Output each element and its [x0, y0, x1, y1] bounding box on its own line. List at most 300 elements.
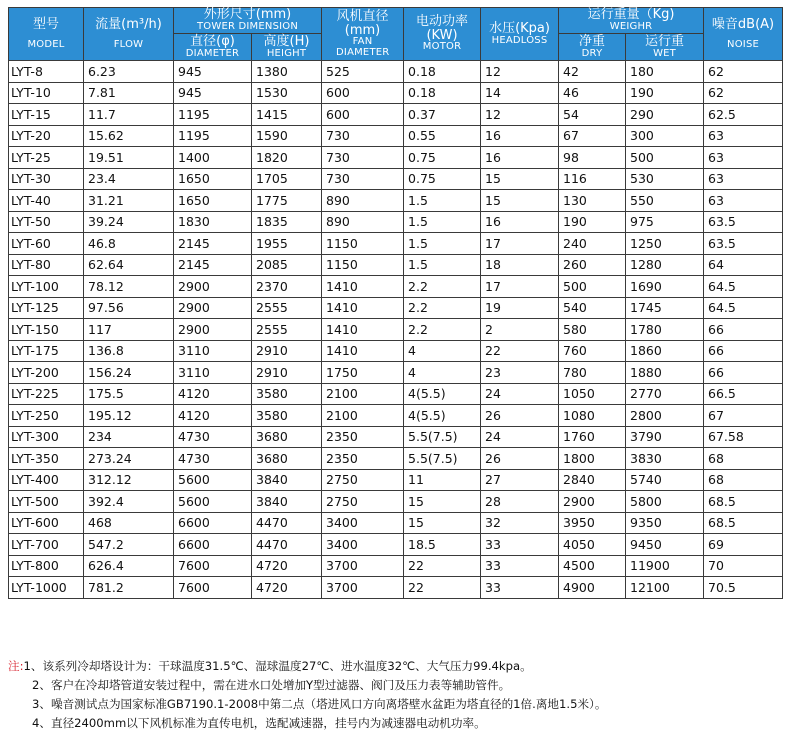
cell-wet-weight: 2770 — [626, 383, 704, 405]
table-row — [9, 362, 783, 384]
cell-dry-weight: 3950 — [559, 512, 626, 534]
cell-height: 3680 — [252, 426, 322, 448]
cell-noise: 68.5 — [704, 491, 783, 513]
cell-diameter: 5600 — [174, 491, 252, 513]
cell-noise: 66 — [704, 340, 783, 362]
cell-model: LYT-175 — [9, 340, 84, 362]
cell-model: LYT-30 — [9, 168, 84, 190]
cell-flow: 136.8 — [84, 340, 174, 362]
cell-dry-weight: 500 — [559, 276, 626, 298]
cell-height: 2910 — [252, 340, 322, 362]
cell-flow: 62.64 — [84, 254, 174, 276]
cell-flow: 15.62 — [84, 125, 174, 147]
cell-fan-diameter: 2350 — [322, 426, 404, 448]
cell-headloss: 33 — [481, 555, 559, 577]
cell-noise: 64.5 — [704, 297, 783, 319]
cell-fan-diameter: 2100 — [322, 405, 404, 427]
cell-dry-weight: 1760 — [559, 426, 626, 448]
cell-headloss: 15 — [481, 168, 559, 190]
cell-motor: 1.5 — [404, 254, 481, 276]
cell-flow: 156.24 — [84, 362, 174, 384]
cell-wet-weight: 9350 — [626, 512, 704, 534]
cell-wet-weight: 3830 — [626, 448, 704, 470]
cell-wet-weight: 11900 — [626, 555, 704, 577]
header-diameter-cn: 直径(φ) — [190, 33, 235, 49]
cell-height: 1835 — [252, 211, 322, 233]
cell-flow: 39.24 — [84, 211, 174, 233]
cell-headloss: 24 — [481, 383, 559, 405]
header-height-en: HEIGHT — [266, 47, 307, 59]
header-wet-en: WET — [653, 47, 676, 59]
cell-noise: 63 — [704, 168, 783, 190]
cell-height: 3580 — [252, 383, 322, 405]
table-row — [9, 469, 783, 491]
cell-noise: 63.5 — [704, 211, 783, 233]
cell-fan-diameter: 2350 — [322, 448, 404, 470]
cell-dry-weight: 760 — [559, 340, 626, 362]
cell-fan-diameter: 1150 — [322, 254, 404, 276]
cell-model: LYT-800 — [9, 555, 84, 577]
cell-height: 1820 — [252, 147, 322, 169]
header-dry-en: DRY — [581, 47, 603, 59]
cell-flow: 547.2 — [84, 534, 174, 556]
cell-flow: 6.23 — [84, 61, 174, 83]
cell-model: LYT-25 — [9, 147, 84, 169]
table-body — [9, 61, 783, 599]
cell-headloss: 19 — [481, 297, 559, 319]
cell-headloss: 16 — [481, 147, 559, 169]
cell-wet-weight: 975 — [626, 211, 704, 233]
cell-fan-diameter: 730 — [322, 125, 404, 147]
table-row — [9, 254, 783, 276]
cell-noise: 64 — [704, 254, 783, 276]
cell-noise: 70 — [704, 555, 783, 577]
cell-motor: 5.5(7.5) — [404, 448, 481, 470]
cell-model: LYT-350 — [9, 448, 84, 470]
cell-diameter: 945 — [174, 82, 252, 104]
cell-headloss: 16 — [481, 211, 559, 233]
header-dimension-en: TOWER DIMENSION — [196, 21, 299, 33]
cell-headloss: 14 — [481, 82, 559, 104]
cell-noise: 62 — [704, 82, 783, 104]
table-row — [9, 534, 783, 556]
cell-dry-weight: 1080 — [559, 405, 626, 427]
cell-dry-weight: 2900 — [559, 491, 626, 513]
cell-fan-diameter: 600 — [322, 104, 404, 126]
cell-model: LYT-500 — [9, 491, 84, 513]
table-row — [9, 147, 783, 169]
cell-flow: 46.8 — [84, 233, 174, 255]
header-noise-cn: 噪音dB(A) — [711, 16, 775, 32]
cell-diameter: 1195 — [174, 104, 252, 126]
cell-model: LYT-15 — [9, 104, 84, 126]
cell-wet-weight: 9450 — [626, 534, 704, 556]
cell-model: LYT-125 — [9, 297, 84, 319]
cell-model: LYT-1000 — [9, 577, 84, 599]
cell-noise: 70.5 — [704, 577, 783, 599]
cell-model: LYT-200 — [9, 362, 84, 384]
cell-noise: 64.5 — [704, 276, 783, 298]
cell-headloss: 16 — [481, 125, 559, 147]
header-dry — [559, 34, 626, 61]
cell-motor: 1.5 — [404, 190, 481, 212]
cell-dry-weight: 2840 — [559, 469, 626, 491]
cell-noise: 63.5 — [704, 233, 783, 255]
cell-flow: 7.81 — [84, 82, 174, 104]
header-fan — [322, 8, 404, 61]
cell-diameter: 4730 — [174, 448, 252, 470]
cell-diameter: 2145 — [174, 233, 252, 255]
cell-flow: 312.12 — [84, 469, 174, 491]
cell-fan-diameter: 1410 — [322, 276, 404, 298]
cell-fan-diameter: 1750 — [322, 362, 404, 384]
header-height — [252, 34, 322, 61]
cell-wet-weight: 2800 — [626, 405, 704, 427]
cell-flow: 175.5 — [84, 383, 174, 405]
table-row — [9, 61, 783, 83]
cell-headloss: 18 — [481, 254, 559, 276]
header-headloss-cn: 水压(Kpa) — [489, 20, 550, 36]
note-line-2: 2、客户在冷却塔管道安装过程中，需在进水口处增加Y型过滤器、阀门及压力表等辅助管件。 — [32, 678, 511, 692]
header-flow — [84, 8, 174, 61]
cell-noise: 63 — [704, 147, 783, 169]
cell-wet-weight: 1280 — [626, 254, 704, 276]
cell-diameter: 4730 — [174, 426, 252, 448]
note-text-1: 1、该系列冷却塔设计为：干球温度31.5℃、湿球温度27℃、进水温度32℃、大气压力99.4kpa。 — [23, 659, 532, 673]
cell-wet-weight: 1880 — [626, 362, 704, 384]
header-model — [9, 8, 84, 61]
header-wet-cn: 运行重 — [645, 33, 685, 49]
cell-headloss: 26 — [481, 405, 559, 427]
cell-wet-weight: 180 — [626, 61, 704, 83]
cell-model: LYT-10 — [9, 82, 84, 104]
cell-headloss: 33 — [481, 534, 559, 556]
header-motor-en: MOTOR — [422, 41, 462, 53]
cell-diameter: 6600 — [174, 534, 252, 556]
cell-fan-diameter: 890 — [322, 211, 404, 233]
cell-flow: 117 — [84, 319, 174, 341]
cell-height: 1775 — [252, 190, 322, 212]
cell-diameter: 3110 — [174, 340, 252, 362]
cell-dry-weight: 4900 — [559, 577, 626, 599]
cell-dry-weight: 116 — [559, 168, 626, 190]
cell-fan-diameter: 3400 — [322, 512, 404, 534]
cell-motor: 22 — [404, 577, 481, 599]
cell-dry-weight: 98 — [559, 147, 626, 169]
cell-motor: 2.2 — [404, 319, 481, 341]
cell-motor: 4(5.5) — [404, 383, 481, 405]
note-line-4: 4、直径2400mm以下风机标准为直传电机，选配减速器，挂号内为减速器电动机功率。 — [32, 716, 486, 730]
table-row — [9, 577, 783, 599]
cell-headloss: 2 — [481, 319, 559, 341]
cell-model: LYT-150 — [9, 319, 84, 341]
cell-motor: 1.5 — [404, 233, 481, 255]
table-row — [9, 168, 783, 190]
cell-model: LYT-50 — [9, 211, 84, 233]
cell-wet-weight: 1690 — [626, 276, 704, 298]
cell-fan-diameter: 2750 — [322, 491, 404, 513]
cell-wet-weight: 1250 — [626, 233, 704, 255]
header-weight — [559, 8, 704, 34]
cell-height: 1955 — [252, 233, 322, 255]
cell-wet-weight: 290 — [626, 104, 704, 126]
cell-model: LYT-8 — [9, 61, 84, 83]
cell-noise: 66 — [704, 362, 783, 384]
header-motor — [404, 8, 481, 61]
note-line-3: 3、噪音测试点为国家标准GB7190.1-2008中第二点（塔进风口方向离塔壁水盆距为塔直径的1倍.离地1.5米）。 — [32, 697, 607, 711]
cell-dry-weight: 540 — [559, 297, 626, 319]
cell-motor: 0.55 — [404, 125, 481, 147]
cooling-tower-spec-table — [8, 7, 783, 599]
cell-motor: 4 — [404, 340, 481, 362]
cell-motor: 4 — [404, 362, 481, 384]
table-row — [9, 555, 783, 577]
cell-dry-weight: 260 — [559, 254, 626, 276]
cell-noise: 68.5 — [704, 512, 783, 534]
cell-motor: 11 — [404, 469, 481, 491]
table-header — [9, 8, 783, 61]
cell-model: LYT-40 — [9, 190, 84, 212]
cell-flow: 19.51 — [84, 147, 174, 169]
cell-height: 2555 — [252, 297, 322, 319]
header-fan-cn: 风机直径(mm) — [336, 8, 389, 38]
cell-fan-diameter: 1410 — [322, 340, 404, 362]
cell-motor: 2.2 — [404, 297, 481, 319]
cell-motor: 0.18 — [404, 82, 481, 104]
cell-dry-weight: 42 — [559, 61, 626, 83]
cell-wet-weight: 12100 — [626, 577, 704, 599]
cell-fan-diameter: 3700 — [322, 577, 404, 599]
cell-model: LYT-250 — [9, 405, 84, 427]
cell-flow: 273.24 — [84, 448, 174, 470]
cell-diameter: 2900 — [174, 297, 252, 319]
table-row — [9, 340, 783, 362]
cell-dry-weight: 67 — [559, 125, 626, 147]
header-dimension — [174, 8, 322, 34]
cell-headloss: 28 — [481, 491, 559, 513]
cell-diameter: 2900 — [174, 276, 252, 298]
cell-motor: 22 — [404, 555, 481, 577]
cell-headloss: 17 — [481, 233, 559, 255]
cell-headloss: 26 — [481, 448, 559, 470]
cell-diameter: 1650 — [174, 190, 252, 212]
header-fan-en: FAN DIAMETER — [336, 36, 390, 58]
header-headloss — [481, 8, 559, 61]
header-motor-cn: 电动功率(KW) — [416, 14, 469, 43]
cell-wet-weight: 5740 — [626, 469, 704, 491]
cell-diameter: 6600 — [174, 512, 252, 534]
table-row — [9, 405, 783, 427]
table-row — [9, 319, 783, 341]
cell-fan-diameter: 3700 — [322, 555, 404, 577]
cell-noise: 68 — [704, 469, 783, 491]
cell-height: 3840 — [252, 491, 322, 513]
header-diameter-en: DIAMETER — [185, 47, 240, 59]
notes-section — [8, 657, 782, 733]
table-row — [9, 448, 783, 470]
cell-headloss: 15 — [481, 190, 559, 212]
cell-flow: 468 — [84, 512, 174, 534]
table-row — [9, 512, 783, 534]
cell-wet-weight: 1860 — [626, 340, 704, 362]
cell-diameter: 945 — [174, 61, 252, 83]
cell-diameter: 5600 — [174, 469, 252, 491]
header-noise-en: NOISE — [727, 38, 760, 50]
cell-headloss: 24 — [481, 426, 559, 448]
cell-headloss: 12 — [481, 104, 559, 126]
table-row — [9, 104, 783, 126]
cell-model: LYT-700 — [9, 534, 84, 556]
cell-motor: 0.75 — [404, 168, 481, 190]
cell-headloss: 32 — [481, 512, 559, 534]
cell-height: 4720 — [252, 577, 322, 599]
cell-dry-weight: 780 — [559, 362, 626, 384]
cell-diameter: 2145 — [174, 254, 252, 276]
cell-model: LYT-300 — [9, 426, 84, 448]
cell-diameter: 1195 — [174, 125, 252, 147]
table-row — [9, 125, 783, 147]
cell-wet-weight: 190 — [626, 82, 704, 104]
cell-noise: 62.5 — [704, 104, 783, 126]
cell-motor: 15 — [404, 512, 481, 534]
cell-flow: 234 — [84, 426, 174, 448]
cell-model: LYT-600 — [9, 512, 84, 534]
cell-fan-diameter: 890 — [322, 190, 404, 212]
cell-fan-diameter: 730 — [322, 147, 404, 169]
cell-headloss: 22 — [481, 340, 559, 362]
cell-model: LYT-400 — [9, 469, 84, 491]
cell-motor: 0.18 — [404, 61, 481, 83]
cell-motor: 1.5 — [404, 211, 481, 233]
cell-height: 1380 — [252, 61, 322, 83]
cell-flow: 23.4 — [84, 168, 174, 190]
cell-motor: 0.37 — [404, 104, 481, 126]
cell-noise: 62 — [704, 61, 783, 83]
cell-wet-weight: 550 — [626, 190, 704, 212]
table-row — [9, 233, 783, 255]
cell-fan-diameter: 1410 — [322, 319, 404, 341]
cell-wet-weight: 5800 — [626, 491, 704, 513]
cell-flow: 78.12 — [84, 276, 174, 298]
cell-flow: 195.12 — [84, 405, 174, 427]
cell-height: 2910 — [252, 362, 322, 384]
note-line-1 — [8, 657, 782, 676]
cell-height: 4470 — [252, 534, 322, 556]
cell-diameter: 2900 — [174, 319, 252, 341]
cell-motor: 18.5 — [404, 534, 481, 556]
cell-fan-diameter: 525 — [322, 61, 404, 83]
cell-height: 1415 — [252, 104, 322, 126]
cell-dry-weight: 4500 — [559, 555, 626, 577]
cell-headloss: 23 — [481, 362, 559, 384]
cell-fan-diameter: 2750 — [322, 469, 404, 491]
cell-fan-diameter: 2100 — [322, 383, 404, 405]
cell-motor: 2.2 — [404, 276, 481, 298]
header-flow-cn: 流量(m³/h) — [95, 16, 162, 32]
cell-wet-weight: 530 — [626, 168, 704, 190]
cell-flow: 781.2 — [84, 577, 174, 599]
cell-dry-weight: 1050 — [559, 383, 626, 405]
header-headloss-en: HEADLOSS — [491, 34, 548, 46]
cell-dry-weight: 130 — [559, 190, 626, 212]
cell-model: LYT-225 — [9, 383, 84, 405]
table-row — [9, 82, 783, 104]
cell-wet-weight: 1780 — [626, 319, 704, 341]
header-model-cn: 型号 — [32, 16, 59, 32]
cell-height: 4470 — [252, 512, 322, 534]
table-row — [9, 276, 783, 298]
cell-noise: 68 — [704, 448, 783, 470]
cell-dry-weight: 54 — [559, 104, 626, 126]
header-height-cn: 高度(H) — [263, 33, 310, 49]
cell-fan-diameter: 1150 — [322, 233, 404, 255]
cell-diameter: 4120 — [174, 383, 252, 405]
cell-height: 3680 — [252, 448, 322, 470]
cell-diameter: 3110 — [174, 362, 252, 384]
cell-headloss: 33 — [481, 577, 559, 599]
cell-flow: 11.7 — [84, 104, 174, 126]
header-weight-cn: 运行重量（Kg) — [587, 7, 675, 23]
table-row — [9, 297, 783, 319]
cell-flow: 31.21 — [84, 190, 174, 212]
cell-diameter: 4120 — [174, 405, 252, 427]
table-row — [9, 383, 783, 405]
cell-noise: 63 — [704, 190, 783, 212]
cell-height: 1705 — [252, 168, 322, 190]
cell-motor: 15 — [404, 491, 481, 513]
cell-flow: 392.4 — [84, 491, 174, 513]
cell-model: LYT-60 — [9, 233, 84, 255]
cell-height: 3840 — [252, 469, 322, 491]
cell-wet-weight: 300 — [626, 125, 704, 147]
cell-height: 2555 — [252, 319, 322, 341]
cell-dry-weight: 190 — [559, 211, 626, 233]
cell-dry-weight: 240 — [559, 233, 626, 255]
cell-diameter: 1400 — [174, 147, 252, 169]
cell-height: 1590 — [252, 125, 322, 147]
cell-dry-weight: 4050 — [559, 534, 626, 556]
cell-wet-weight: 500 — [626, 147, 704, 169]
cell-noise: 66 — [704, 319, 783, 341]
table-row — [9, 426, 783, 448]
header-noise — [704, 8, 783, 61]
cell-noise: 66.5 — [704, 383, 783, 405]
cell-model: LYT-100 — [9, 276, 84, 298]
header-flow-en: FLOW — [113, 38, 144, 50]
cell-height: 2370 — [252, 276, 322, 298]
cell-model: LYT-20 — [9, 125, 84, 147]
cell-model: LYT-80 — [9, 254, 84, 276]
header-model-en: MODEL — [27, 38, 65, 50]
cell-fan-diameter: 1410 — [322, 297, 404, 319]
cell-dry-weight: 1800 — [559, 448, 626, 470]
cell-height: 2085 — [252, 254, 322, 276]
cell-diameter: 1830 — [174, 211, 252, 233]
cell-headloss: 17 — [481, 276, 559, 298]
cell-dry-weight: 46 — [559, 82, 626, 104]
table-row — [9, 491, 783, 513]
cell-noise: 67 — [704, 405, 783, 427]
cell-noise: 69 — [704, 534, 783, 556]
table-row — [9, 190, 783, 212]
cell-diameter: 7600 — [174, 577, 252, 599]
cell-flow: 97.56 — [84, 297, 174, 319]
cell-headloss: 27 — [481, 469, 559, 491]
cell-height: 1530 — [252, 82, 322, 104]
header-dry-cn: 净重 — [579, 33, 606, 49]
cell-fan-diameter: 730 — [322, 168, 404, 190]
cell-noise: 67.58 — [704, 426, 783, 448]
